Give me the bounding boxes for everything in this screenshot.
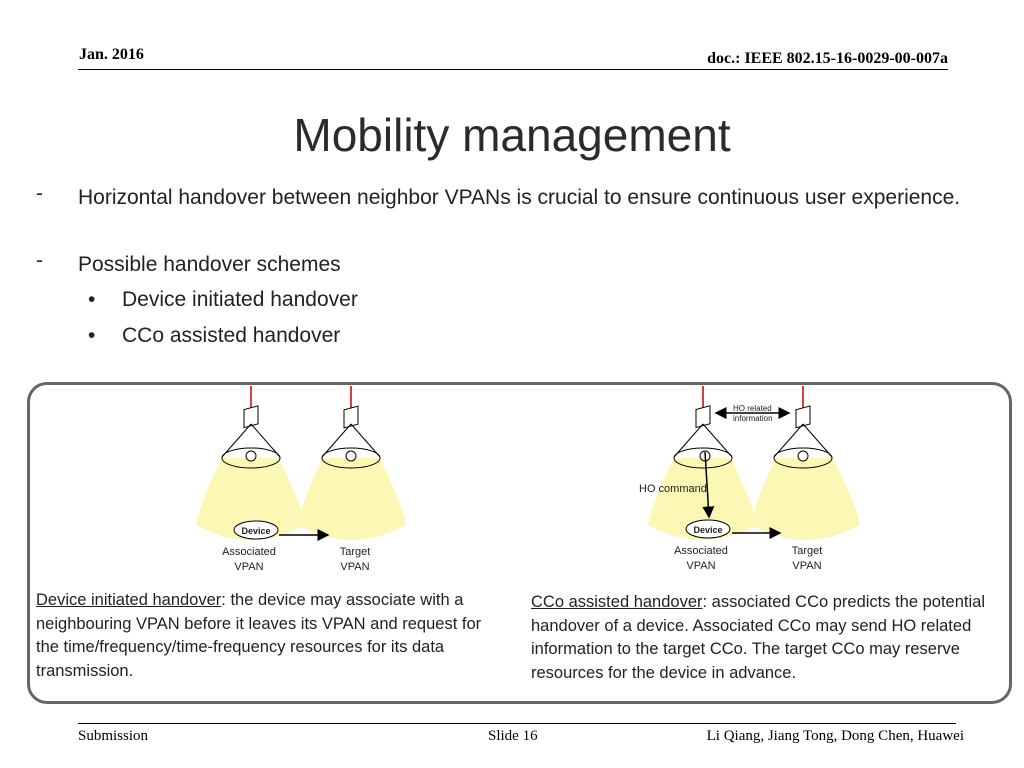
associated-label: Associated [222, 546, 276, 558]
desc-cco-assisted [531, 591, 991, 685]
desc-term: CCo assisted handover [531, 593, 703, 611]
footer-submission: Submission [78, 728, 149, 744]
desc-text: : the device may associate with a neighbouring VPAN before it leaves its VPAN and request for the time/frequency/time-frequency resources for its data transmission. [36, 591, 482, 680]
bullet-text: Horizontal handover between neighbor VPANs is crucial to ensure continuous user experience. [78, 186, 961, 209]
target-beam [751, 458, 860, 540]
footer-slide-number: Slide 16 [488, 728, 538, 744]
desc-text: : associated CCo predicts the potential handover of a device. Associated CCo may send HO related information to the target CCo. The target CCo may reserve resources for the device in advance. [531, 593, 986, 682]
desc-term: Device initiated handover [36, 591, 222, 609]
sub-bullet-text: Device initiated handover [122, 288, 358, 311]
target-beam [298, 458, 406, 540]
target-label: VPAN [792, 560, 822, 572]
associated-label: VPAN [686, 560, 716, 572]
associated-label: VPAN [234, 561, 264, 573]
associated-label: Associated [674, 545, 728, 557]
right-diagram [639, 386, 860, 572]
ho-info-label: HO related [733, 404, 772, 413]
sub-bullet-marker: • [88, 324, 96, 347]
target-label: Target [791, 545, 823, 557]
bullet-marker: - [36, 182, 43, 205]
bullet-text: Possible handover schemes [78, 253, 341, 276]
header-doc-id: doc.: IEEE 802.15-16-0029-00-007a [707, 50, 948, 67]
desc-device-initiated [36, 589, 506, 683]
footer-rule [78, 723, 956, 724]
ho-info-label: information [733, 414, 773, 423]
device-label: Device [693, 525, 723, 535]
sub-bullet-text: CCo assisted handover [122, 324, 341, 347]
ho-command-label: HO command [639, 483, 707, 495]
target-label: VPAN [340, 561, 370, 573]
left-diagram [196, 386, 406, 573]
sub-bullet-marker: • [88, 288, 96, 311]
slide-title: Mobility management [293, 109, 731, 161]
header-date: Jan. 2016 [79, 46, 144, 63]
footer-authors: Li Qiang, Jiang Tong, Dong Chen, Huawei [706, 728, 964, 744]
target-label: Target [339, 546, 371, 558]
bullet-marker: - [36, 249, 43, 272]
device-label: Device [241, 526, 271, 536]
